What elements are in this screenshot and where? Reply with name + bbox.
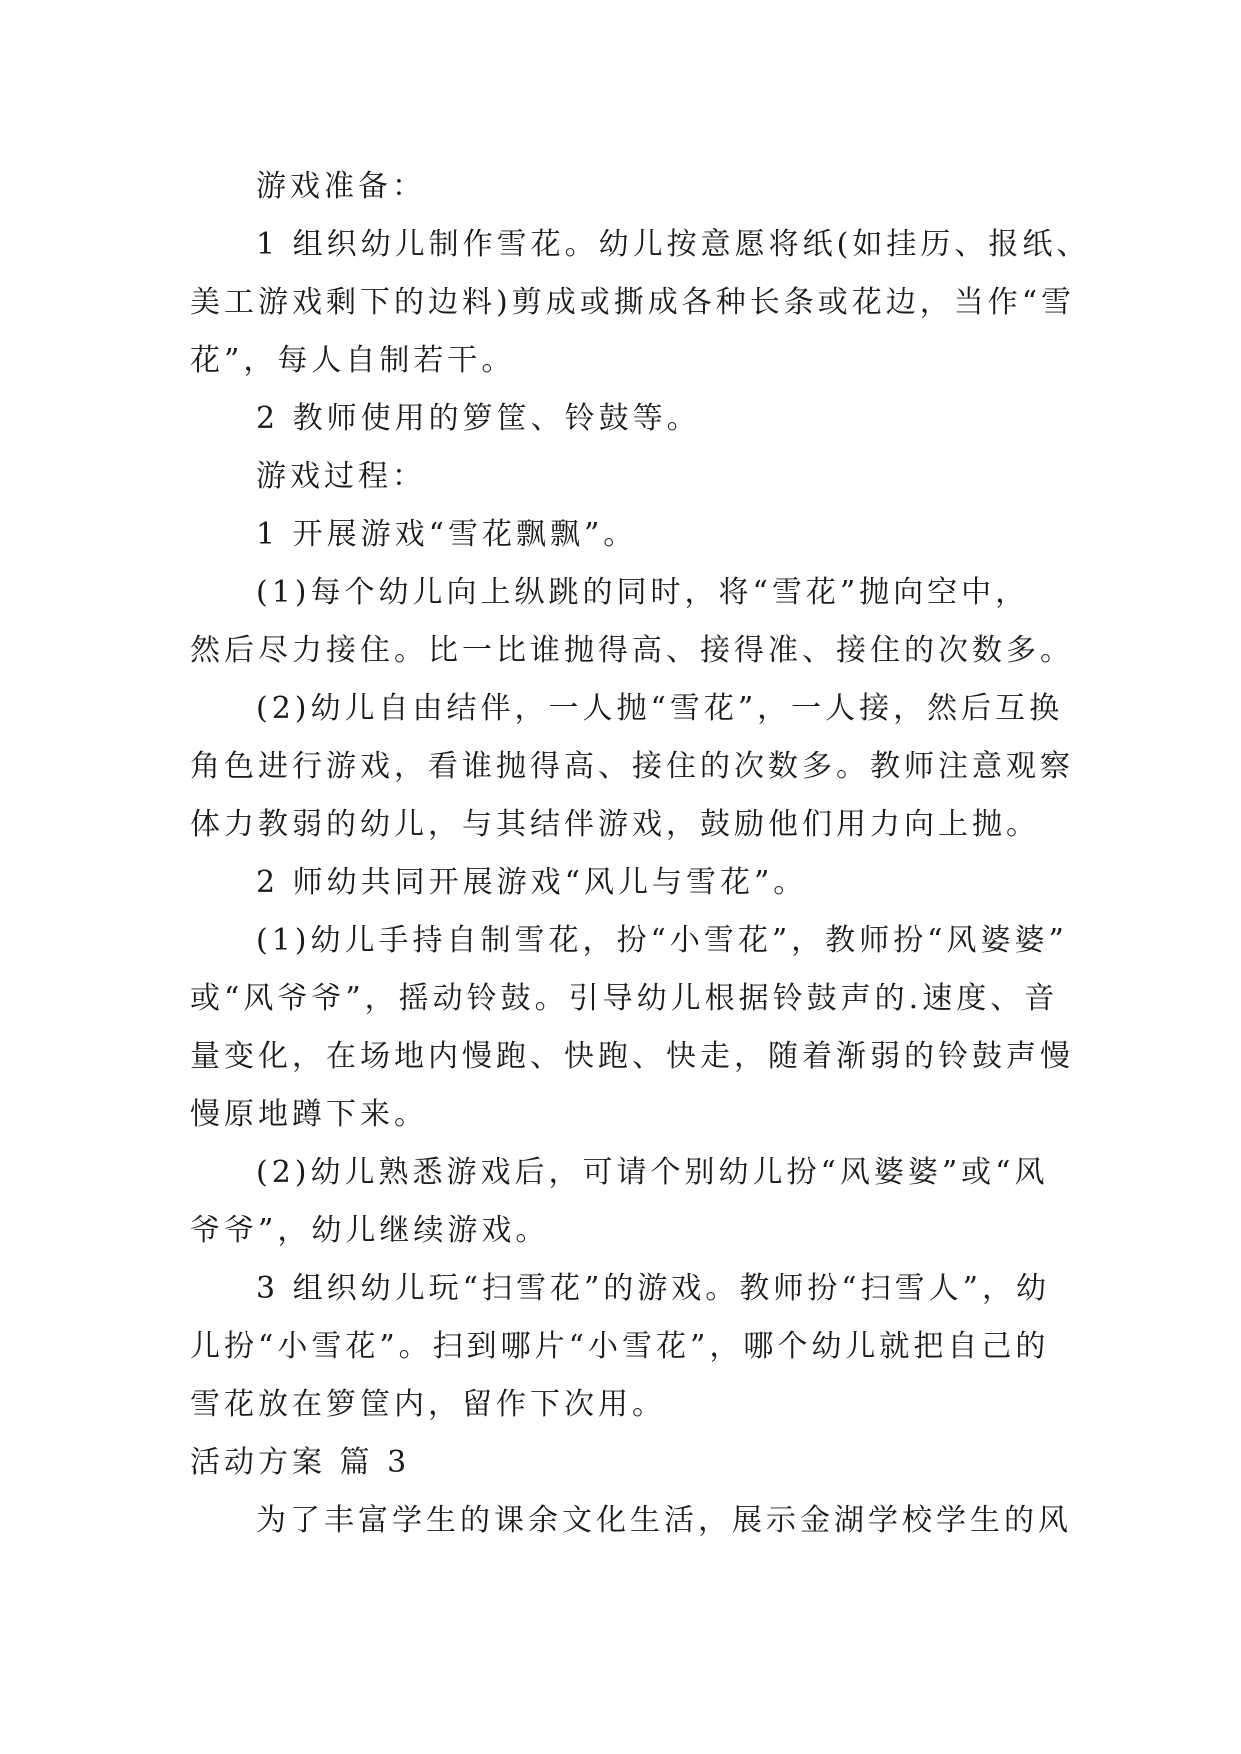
text-line: 1 组织幼儿制作雪花。幼儿按意愿将纸(如挂历、报纸、 — [256, 227, 1091, 262]
text-line: 2 师幼共同开展游戏“风儿与雪花”。 — [256, 865, 808, 900]
text-line: 体力教弱的幼儿，与其结伴游戏，鼓励他们用力向上抛。 — [190, 807, 1040, 842]
text-line: 或“风爷爷”，摇动铃鼓。引导幼儿根据铃鼓声的.速度、音 — [190, 981, 1059, 1016]
text-line: 1 开展游戏“雪花飘飘”。 — [256, 517, 638, 552]
text-line: 3 组织幼儿玩“扫雪花”的游戏。教师扮“扫雪人”，幼 — [256, 1271, 1050, 1306]
text-line: 角色进行游戏，看谁抛得高、接住的次数多。教师注意观察 — [190, 749, 1074, 784]
text-line: 然后尽力接住。比一比谁抛得高、接得准、接住的次数多。 — [190, 633, 1074, 668]
section-title: 活动方案 篇 3 — [190, 1445, 411, 1480]
text-line: 雪花放在箩筐内，留作下次用。 — [190, 1387, 666, 1422]
document-text — [190, 158, 1091, 1550]
text-line: (2)幼儿熟悉游戏后，可请个别幼儿扮“风婆婆”或“风 — [256, 1155, 1049, 1190]
text-line: 慢原地蹲下来。 — [190, 1097, 428, 1132]
text-line: 爷爷”，幼儿继续游戏。 — [190, 1213, 550, 1248]
text-line: (1)每个幼儿向上纵跳的同时，将“雪花”抛向空中， — [256, 575, 1030, 610]
text-line: 儿扮“小雪花”。扫到哪片“小雪花”，哪个幼儿就把自己的 — [190, 1329, 1050, 1364]
section-heading-preparation: 游戏准备： — [256, 169, 426, 204]
text-line: (1)幼儿手持自制雪花，扮“小雪花”，教师扮“风婆婆” — [256, 923, 1068, 958]
document-body — [190, 158, 1091, 1550]
text-line: (2)幼儿自由结伴，一人抛“雪花”，一人接，然后互换 — [256, 691, 1064, 726]
text-line: 量变化，在场地内慢跑、快跑、快走，随着渐弱的铃鼓声慢 — [190, 1039, 1074, 1074]
text-line: 美工游戏剩下的边料)剪成或撕成各种长条或花边，当作“雪 — [190, 285, 1076, 320]
section-heading-process: 游戏过程： — [256, 459, 426, 494]
text-line: 2 教师使用的箩筐、铃鼓等。 — [256, 401, 701, 436]
text-line: 为了丰富学生的课余文化生活，展示金湖学校学生的风 — [256, 1503, 1072, 1538]
text-line: 花”，每人自制若干。 — [190, 343, 516, 378]
